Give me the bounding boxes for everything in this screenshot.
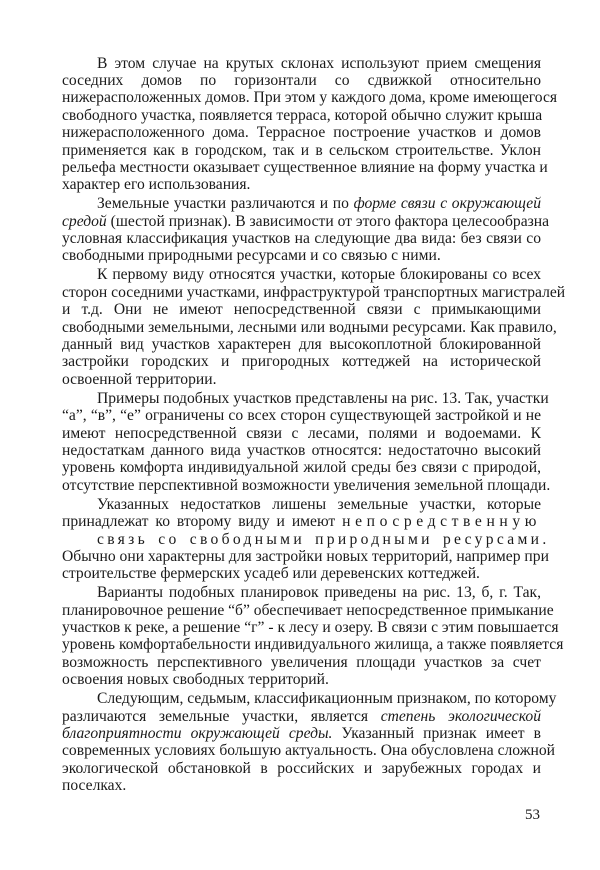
text-segment: планировочное решение “б” обеспечивает непосредственное примыкание: [62, 601, 554, 619]
text-segment: свободными природными ресурсами и со связью с ними.: [62, 247, 441, 265]
text-line: [62, 742, 555, 760]
text-line: [62, 389, 549, 407]
paragraph: [62, 495, 550, 583]
text-segment: Земельные участки различаются и по: [97, 195, 354, 213]
paragraph: [62, 266, 566, 388]
paragraph: [62, 690, 557, 795]
text-segment: связь со свободными природными ресурсами.: [97, 530, 550, 548]
text-segment: Примеры подобных участков представлены на рис. 13. Так, участки: [97, 389, 549, 407]
text-segment: отсутствие перспективной возможности увеличения земельной площади.: [62, 476, 551, 494]
paragraph: [62, 54, 558, 194]
text-line: [62, 442, 541, 459]
text-segment: В этом случае на крутых склонах используют прием смещения: [97, 54, 541, 72]
text-line: [62, 247, 541, 264]
text-segment: современных условиях большую актуальность. Она обусловлена сложной: [62, 742, 555, 760]
document-body: [62, 53, 566, 795]
text-segment: застройки городских и пригородных коттеджей на исторической: [62, 353, 541, 371]
text-line: [62, 760, 541, 777]
text-line: [62, 142, 541, 159]
text-line: [62, 654, 541, 671]
text-segment: “а”, “в”, “е” ограничены со всех сторон существующей застройкой и не: [62, 407, 541, 425]
text-segment: участков к реке, а решение “г” - к лесу и озеру. В связи с этим повышается: [62, 619, 559, 637]
text-segment: возможность перспективного увеличения площади участков за счет: [62, 653, 541, 671]
text-segment: экологической обстановкой в российских и зарубежных городах и: [62, 759, 541, 777]
text-line: [62, 530, 550, 548]
text-line: [62, 584, 541, 601]
text-segment: поселках.: [62, 777, 127, 795]
text-segment: Обычно они характерны для застройки новых территорий, например при: [62, 547, 549, 565]
italic-text: благоприятности окружающей среды.: [62, 725, 333, 742]
text-line: [62, 195, 541, 212]
text-segment: К первому виду относятся участки, которые блокированы со всех: [97, 266, 541, 284]
text-line: [62, 690, 557, 708]
text-segment: данный вид участков характерен для высокоплотной блокированной: [62, 336, 541, 354]
italic-text: средой: [62, 212, 107, 230]
text-line: [62, 55, 541, 72]
italic-text: форме связи с окружающей: [353, 195, 541, 213]
text-segment: и т.д. Они не имеют непосредственной связи с примыкающими: [62, 301, 541, 319]
text-line: [62, 230, 541, 247]
text-line: [62, 496, 541, 513]
italic-text: степень экологической: [380, 707, 541, 725]
text-segment: сторон соседними участками, инфраструктурой транспортных магистралей: [62, 283, 566, 301]
text-segment: уровень комфорта индивидуальной жилой среды без связи с природой,: [62, 459, 541, 477]
text-segment: условная классификация участков на следующие два вида: без связи со: [62, 230, 541, 248]
text-segment: Указанных недостатков лишены земельные участки, которые: [97, 495, 541, 513]
text-segment: свободными земельными, лесными или водными ресурсами. Как правило,: [62, 318, 557, 336]
text-line: [62, 72, 541, 89]
text-line: [62, 601, 554, 619]
text-line: [62, 318, 557, 336]
text-line: [62, 176, 541, 193]
text-line: [62, 407, 541, 424]
text-line: [62, 124, 541, 141]
text-line: [62, 513, 541, 530]
text-segment: уровень комфортабельности индивидуального жилища, а также появляется: [62, 636, 564, 654]
text-segment: применяется как в городском, так и в сельском строительстве. Уклон: [62, 141, 541, 159]
text-segment: нижерасположенных домов. При этом у каждого дома, кроме имеющегося: [62, 89, 558, 107]
text-line: [62, 459, 541, 476]
page-number: 53: [525, 807, 540, 823]
text-segment: освоения новых свободных территорий.: [62, 671, 329, 689]
text-segment: непосредственную: [342, 513, 541, 531]
text-segment: нижерасположенного дома. Террасное построение участков и домов: [62, 124, 541, 142]
text-line: [62, 89, 558, 107]
text-segment: строительстве фермерских усадеб или деревенских коттеджей.: [62, 565, 480, 583]
text-line: [62, 353, 541, 370]
text-line: [62, 708, 541, 725]
text-segment: различаются земельные участки, является: [62, 707, 381, 725]
text-line: [62, 158, 548, 176]
text-line: [62, 212, 550, 230]
text-segment: соседних домов по горизонтали со сдвижкой относительно: [62, 71, 541, 89]
text-line: [62, 777, 541, 794]
text-line: [62, 107, 541, 124]
text-line: [62, 283, 566, 301]
text-segment: освоенной территории.: [62, 370, 217, 388]
paragraph: [62, 195, 550, 265]
text-segment: (шестой признак). В зависимости от этого фактора целесообразна: [106, 212, 550, 230]
text-line: [62, 476, 551, 494]
text-line: [62, 725, 541, 742]
text-line: [62, 636, 564, 654]
text-line: [62, 301, 541, 318]
text-line: [62, 336, 541, 353]
text-segment: Варианты подобных планировок приведены на рис. 13, б, г. Так,: [97, 584, 541, 602]
text-segment: имеют непосредственной связи с лесами, полями и водоемами. К: [62, 424, 541, 442]
text-line: [62, 266, 541, 283]
paragraph: [62, 389, 551, 494]
text-line: [62, 671, 541, 688]
text-segment: рельефа местности оказывает существенное влияние на форму участка и: [62, 158, 548, 176]
text-line: [62, 547, 549, 565]
text-segment: недостаткам данного вида участков относятся: недостаточно высокий: [62, 441, 541, 459]
text-line: [62, 619, 559, 637]
text-line: [62, 371, 541, 388]
text-line: [62, 565, 541, 582]
text-segment: принадлежат ко второму виду и имеют: [62, 513, 343, 531]
text-segment: Указанный признак имеет в: [332, 725, 541, 742]
text-line: [62, 425, 541, 442]
paragraph: [62, 584, 564, 689]
text-segment: Следующим, седьмым, классификационным признаком, по которому: [97, 690, 557, 708]
text-segment: свободного участка, появляется терраса, которой обычно служит крыша: [62, 106, 543, 124]
text-segment: характер его использования.: [62, 176, 251, 194]
